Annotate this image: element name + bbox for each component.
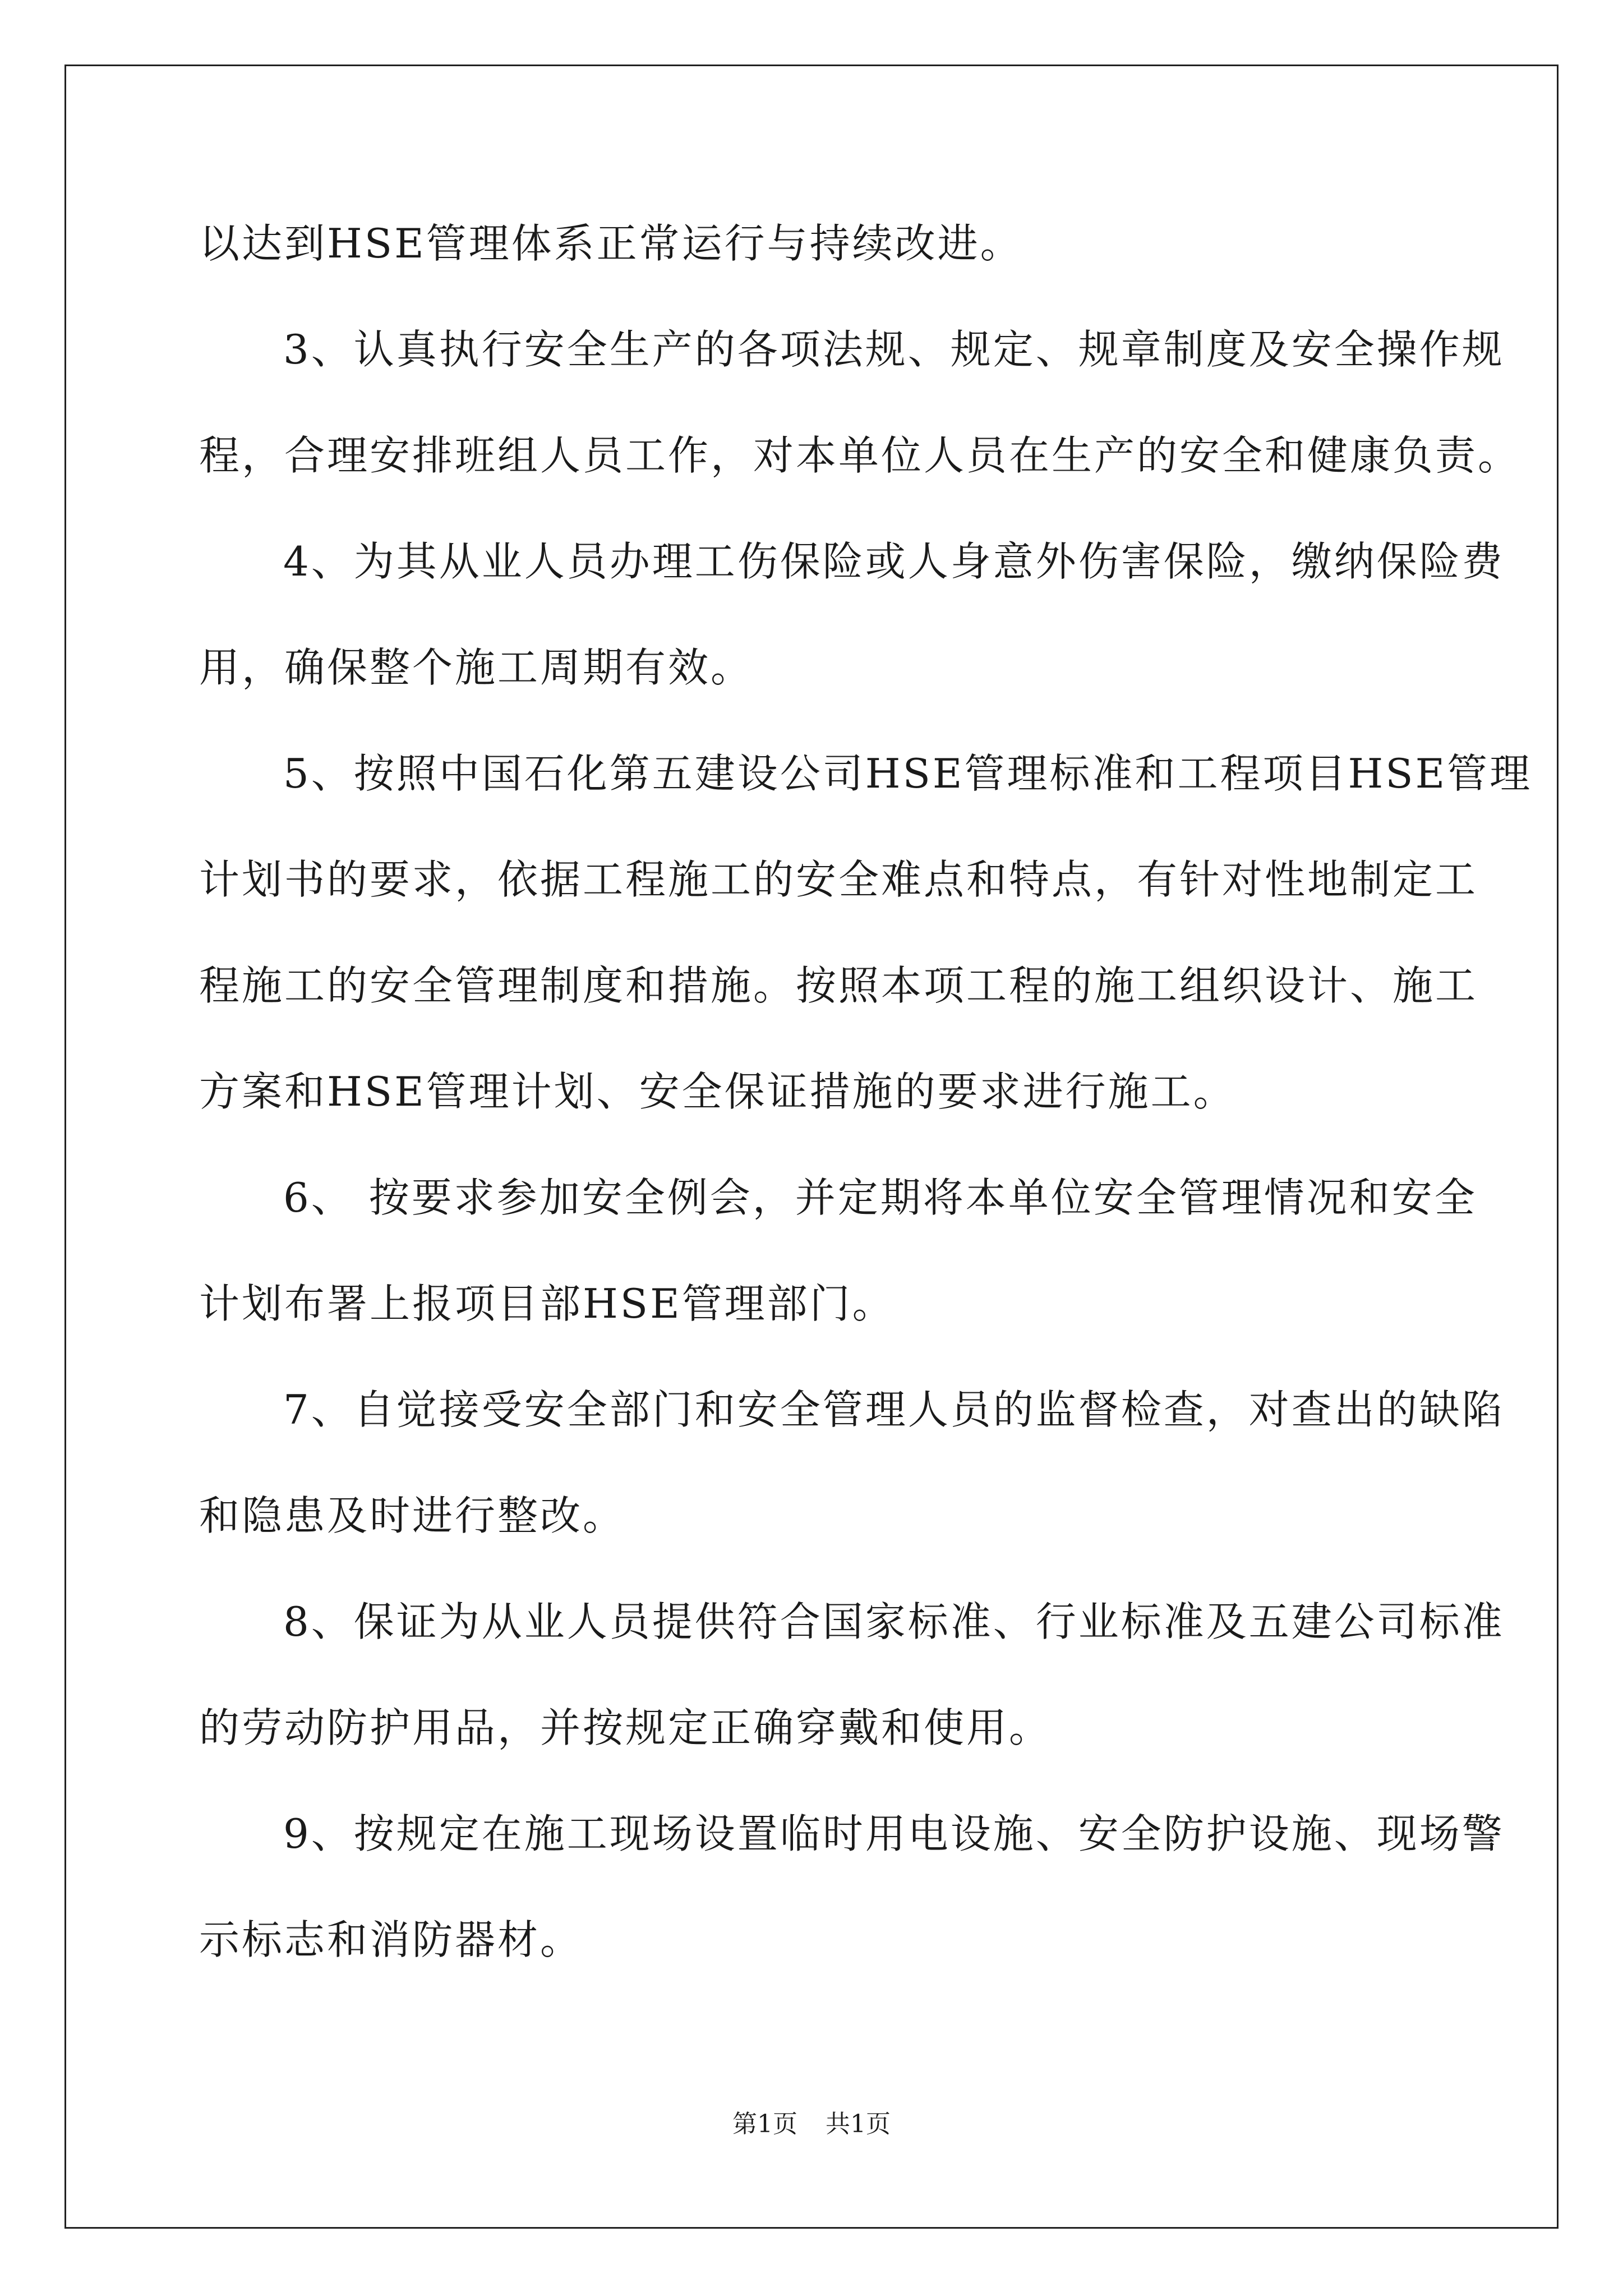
- page-number-current: 第1页: [732, 2110, 797, 2138]
- text-line: 9、按规定在施工现场设置临时用电设施、安全防护设施、现场警: [283, 1810, 1505, 1857]
- text-line: 6、 按要求参加安全例会，并定期将本单位安全管理情况和安全: [283, 1174, 1477, 1221]
- text-line: 计划书的要求，依据工程施工的安全难点和特点，有针对性地制定工: [199, 856, 1478, 903]
- text-line: 以达到HSE管理体系正常运行与持续改进。: [199, 220, 1023, 267]
- text-line: 8、保证为从业人员提供符合国家标准、行业标准及五建公司标准: [283, 1598, 1505, 1645]
- text-line: 程，合理安排班组人员工作，对本单位人员在生产的安全和健康负责。: [199, 432, 1521, 479]
- text-line: 4、为其从业人员办理工伤保险或人身意外伤害保险，缴纳保险费: [283, 538, 1505, 585]
- text-line: 和隐患及时进行整改。: [199, 1492, 626, 1539]
- text-line: 5、按照中国石化第五建设公司HSE管理标准和工程项目HSE管理: [283, 750, 1533, 797]
- text-line: 示标志和消防器材。: [199, 1916, 583, 1963]
- text-line: 计划布署上报项目部HSE管理部门。: [199, 1280, 895, 1327]
- page-number-total: 共1页: [826, 2110, 891, 2138]
- text-line: 7、自觉接受安全部门和安全管理人员的监督检查，对查出的缺陷: [283, 1386, 1505, 1433]
- text-line: 用，确保整个施工周期有效。: [199, 644, 754, 691]
- text-line: 方案和HSE管理计划、安全保证措施的要求进行施工。: [199, 1068, 1236, 1115]
- text-line: 的劳动防护用品，并按规定正确穿戴和使用。: [199, 1704, 1052, 1751]
- page-footer: [0, 2104, 1623, 2139]
- text-line: 3、认真执行安全生产的各项法规、规定、规章制度及安全操作规: [283, 326, 1505, 373]
- text-line: 程施工的安全管理制度和措施。按照本项工程的施工组织设计、施工: [199, 962, 1478, 1009]
- document-body: [199, 191, 1533, 1993]
